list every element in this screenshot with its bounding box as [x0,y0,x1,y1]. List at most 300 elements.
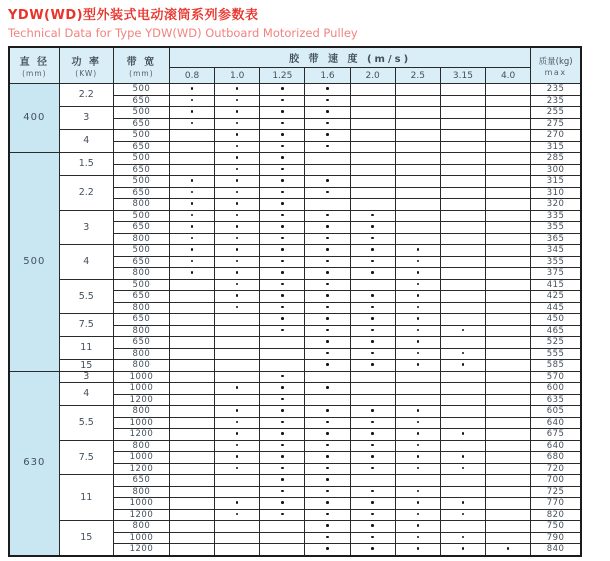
speed-cell-2.5 [395,325,440,337]
diameter-cell: 500 [9,153,59,372]
speed-cell-2.0 [350,176,395,188]
speed-cell-3.15 [440,406,485,418]
availability-dot [417,467,420,470]
speed-cell-0.8 [170,394,215,406]
belt-width-cell: 1200 [113,394,169,406]
table-row [9,383,581,395]
availability-dot [326,513,329,516]
speed-cell-1.25 [260,268,305,280]
speed-cell-1.25 [260,509,305,521]
speed-cell-4.0 [485,302,530,314]
speed-header-1.25: 1.25 [260,68,305,84]
speed-cell-2.5 [395,498,440,510]
speed-cell-0.8 [170,279,215,291]
speed-cell-1.6 [305,279,350,291]
speed-cell-0.8 [170,509,215,521]
availability-dot [281,179,284,182]
col-header-mass [531,47,581,84]
speed-cell-4.0 [485,233,530,245]
availability-dot [281,329,284,332]
speed-cell-1.0 [215,84,260,96]
availability-dot [326,432,329,435]
availability-dot [507,547,510,550]
availability-dot [281,478,284,481]
belt-width-cell: 650 [113,95,169,107]
mass-cell: 820 [531,509,581,521]
availability-dot [236,133,239,136]
speed-cell-0.8 [170,417,215,429]
availability-dot [326,386,329,389]
table-row [9,210,581,222]
page-title: YDW(WD)型外装式电动滚筒系列参数表 [8,8,259,23]
mass-cell: 750 [531,521,581,533]
speed-cell-2.5 [395,337,440,349]
speed-cell-1.0 [215,325,260,337]
speed-cell-3.15 [440,325,485,337]
availability-dot [371,547,374,550]
availability-dot [281,225,284,228]
mass-cell: 635 [531,394,581,406]
speed-cell-2.5 [395,118,440,130]
speed-cell-3.15 [440,107,485,119]
availability-dot [326,260,329,263]
speed-cell-0.8 [170,233,215,245]
speed-cell-1.25 [260,245,305,257]
speed-header-2.0: 2.0 [350,68,395,84]
belt-width-cell: 650 [113,337,169,349]
availability-dot [371,340,374,343]
speed-cell-1.6 [305,475,350,487]
availability-dot [371,490,374,493]
mass-cell: 335 [531,210,581,222]
power-cell: 4 [59,383,113,406]
speed-cell-2.5 [395,279,440,291]
belt-width-cell: 500 [113,107,169,119]
belt-width-cell: 800 [113,521,169,533]
speed-cell-1.25 [260,440,305,452]
belt-width-cell: 500 [113,130,169,142]
speed-cell-2.5 [395,314,440,326]
availability-dot [326,490,329,493]
speed-cell-0.8 [170,532,215,544]
mass-cell: 355 [531,222,581,234]
belt-width-cell: 500 [113,279,169,291]
speed-cell-2.5 [395,141,440,153]
mass-cell: 770 [531,498,581,510]
mass-cell: 365 [531,233,581,245]
speed-cell-0.8 [170,153,215,165]
availability-dot [371,421,374,424]
belt-width-cell: 650 [113,314,169,326]
belt-width-cell: 800 [113,325,169,337]
speed-cell-3.15 [440,394,485,406]
availability-dot [236,306,239,309]
speed-cell-3.15 [440,337,485,349]
speed-cell-4.0 [485,95,530,107]
availability-dot [417,432,420,435]
speed-cell-0.8 [170,245,215,257]
speed-cell-2.5 [395,532,440,544]
speed-cell-2.0 [350,417,395,429]
speed-cell-1.6 [305,233,350,245]
availability-dot [371,294,374,297]
speed-cell-1.0 [215,222,260,234]
speed-cell-1.25 [260,187,305,199]
speed-cell-3.15 [440,371,485,383]
speed-cell-2.5 [395,486,440,498]
speed-cell-3.15 [440,268,485,280]
belt-width-cell: 800 [113,268,169,280]
speed-cell-0.8 [170,348,215,360]
speed-cell-2.0 [350,291,395,303]
speed-cell-0.8 [170,210,215,222]
availability-dot [281,386,284,389]
speed-cell-1.6 [305,314,350,326]
speed-cell-0.8 [170,291,215,303]
speed-cell-2.0 [350,222,395,234]
speed-cell-2.5 [395,222,440,234]
availability-dot [281,87,284,90]
mass-cell: 235 [531,84,581,96]
availability-dot [326,283,329,286]
speed-cell-3.15 [440,532,485,544]
speed-cell-3.15 [440,314,485,326]
speed-cell-3.15 [440,187,485,199]
speed-cell-0.8 [170,452,215,464]
speed-cell-0.8 [170,187,215,199]
speed-cell-1.6 [305,394,350,406]
speed-cell-2.5 [395,394,440,406]
availability-dot [281,294,284,297]
speed-cell-1.0 [215,452,260,464]
speed-cell-1.25 [260,153,305,165]
speed-cell-2.5 [395,291,440,303]
belt-width-cell: 500 [113,176,169,188]
availability-dot [326,145,329,148]
speed-cell-3.15 [440,176,485,188]
mass-cell: 555 [531,348,581,360]
mass-cell: 720 [531,463,581,475]
speed-cell-1.25 [260,95,305,107]
table-row [9,360,581,372]
power-cell: 2.2 [59,84,113,107]
availability-dot [281,283,284,286]
speed-cell-3.15 [440,210,485,222]
speed-cell-1.0 [215,256,260,268]
diameter-label: 直 径 [19,57,50,68]
speed-cell-2.5 [395,153,440,165]
speed-cell-2.0 [350,141,395,153]
speed-cell-0.8 [170,141,215,153]
availability-dot [326,409,329,412]
speed-cell-0.8 [170,383,215,395]
availability-dot [191,225,194,228]
speed-cell-1.25 [260,406,305,418]
availability-dot [281,237,284,240]
speed-cell-2.5 [395,245,440,257]
speed-cell-1.6 [305,463,350,475]
speed-cell-1.25 [260,532,305,544]
mass-cell: 285 [531,153,581,165]
speed-cell-4.0 [485,394,530,406]
availability-dot [326,536,329,539]
speed-cell-2.0 [350,371,395,383]
speed-cell-3.15 [440,348,485,360]
availability-dot [326,214,329,217]
availability-dot [371,363,374,366]
table-row [9,406,581,418]
availability-dot [371,409,374,412]
speed-cell-1.6 [305,187,350,199]
speed-cell-2.0 [350,256,395,268]
speed-cell-1.6 [305,199,350,211]
availability-dot [417,294,420,297]
speed-cell-1.6 [305,360,350,372]
mass-cell: 345 [531,245,581,257]
speed-cell-4.0 [485,245,530,257]
speed-cell-1.25 [260,199,305,211]
mass-cell: 640 [531,440,581,452]
speed-cell-4.0 [485,164,530,176]
availability-dot [236,444,239,447]
speed-cell-2.5 [395,440,440,452]
availability-dot [191,214,194,217]
speed-cell-1.0 [215,199,260,211]
speed-cell-3.15 [440,498,485,510]
availability-dot [417,248,420,251]
power-cell: 5.5 [59,279,113,314]
speed-cell-3.15 [440,440,485,452]
belt-width-cell: 1200 [113,544,169,556]
speed-cell-1.25 [260,118,305,130]
speed-cell-0.8 [170,222,215,234]
speed-header-1.0: 1.0 [215,68,260,84]
availability-dot [281,306,284,309]
mass-cell: 235 [531,95,581,107]
availability-dot [371,237,374,240]
mass-cell: 375 [531,268,581,280]
speed-cell-1.0 [215,268,260,280]
speed-cell-3.15 [440,452,485,464]
availability-dot [281,432,284,435]
availability-dot [281,444,284,447]
speed-cell-1.0 [215,164,260,176]
availability-dot [326,133,329,136]
table-row [9,245,581,257]
availability-dot [236,191,239,194]
speed-cell-1.25 [260,325,305,337]
speed-cell-4.0 [485,371,530,383]
speed-cell-3.15 [440,302,485,314]
speed-cell-4.0 [485,406,530,418]
mass-cell: 570 [531,371,581,383]
availability-dot [281,99,284,102]
speed-cell-1.0 [215,130,260,142]
availability-dot [326,478,329,481]
speed-cell-4.0 [485,268,530,280]
speed-cell-2.5 [395,429,440,441]
speed-cell-1.6 [305,429,350,441]
speed-cell-0.8 [170,371,215,383]
availability-dot [326,363,329,366]
availability-dot [371,524,374,527]
speed-cell-0.8 [170,107,215,119]
speed-cell-2.0 [350,95,395,107]
speed-cell-1.0 [215,429,260,441]
speed-cell-4.0 [485,118,530,130]
speed-cell-3.15 [440,164,485,176]
header-row-top [9,47,581,68]
mass-cell: 300 [531,164,581,176]
availability-dot [371,225,374,228]
availability-dot [326,340,329,343]
speed-cell-1.0 [215,532,260,544]
power-cell: 4 [59,130,113,153]
speed-cell-1.0 [215,245,260,257]
speed-cell-1.0 [215,291,260,303]
speed-cell-3.15 [440,463,485,475]
speed-cell-0.8 [170,314,215,326]
speed-cell-1.25 [260,371,305,383]
availability-dot [417,283,420,286]
speed-cell-3.15 [440,153,485,165]
availability-dot [281,455,284,458]
belt-width-cell: 800 [113,348,169,360]
mass-cell: 315 [531,176,581,188]
belt-width-cell: 650 [113,141,169,153]
availability-dot [191,87,194,90]
speed-cell-2.0 [350,509,395,521]
availability-dot [462,329,465,332]
speed-cell-1.25 [260,176,305,188]
availability-dot [281,409,284,412]
belt-width-label: 带 宽 [126,57,157,68]
speed-cell-2.5 [395,130,440,142]
availability-dot [417,513,420,516]
speed-cell-1.25 [260,360,305,372]
belt-width-cell: 650 [113,256,169,268]
availability-dot [191,122,194,125]
availability-dot [236,202,239,205]
availability-dot [326,191,329,194]
speed-cell-1.6 [305,509,350,521]
speed-cell-2.5 [395,84,440,96]
speed-cell-1.0 [215,118,260,130]
availability-dot [191,271,194,274]
availability-dot [281,513,284,516]
page-subtitle: Technical Data for Type YDW(WD) Outboard Motorized Pulley [8,26,358,40]
speed-cell-1.6 [305,256,350,268]
availability-dot [236,432,239,435]
power-unit: (KW) [75,69,98,78]
speed-cell-1.0 [215,406,260,418]
availability-dot [417,455,420,458]
speed-cell-4.0 [485,187,530,199]
speed-cell-4.0 [485,463,530,475]
speed-cell-0.8 [170,521,215,533]
speed-cell-1.25 [260,417,305,429]
table-row [9,475,581,487]
speed-cell-3.15 [440,544,485,556]
power-cell: 3 [59,107,113,130]
availability-dot [417,547,420,550]
availability-dot [417,444,420,447]
speed-cell-4.0 [485,291,530,303]
speed-cell-1.0 [215,486,260,498]
speed-cell-1.6 [305,521,350,533]
speed-cell-1.25 [260,486,305,498]
availability-dot [417,421,420,424]
col-header-belt-width [113,47,169,84]
speed-cell-1.6 [305,532,350,544]
speed-cell-3.15 [440,383,485,395]
speed-cell-1.6 [305,245,350,257]
speed-cell-3.15 [440,118,485,130]
speed-cell-3.15 [440,475,485,487]
availability-dot [236,271,239,274]
availability-dot [417,524,420,527]
mass-cell: 415 [531,279,581,291]
mass-cell: 680 [531,452,581,464]
speed-cell-1.6 [305,130,350,142]
speed-cell-2.0 [350,118,395,130]
speed-cell-1.6 [305,210,350,222]
belt-width-cell: 650 [113,291,169,303]
speed-cell-2.0 [350,210,395,222]
availability-dot [462,467,465,470]
speed-cell-3.15 [440,130,485,142]
speed-cell-0.8 [170,256,215,268]
speed-cell-2.0 [350,394,395,406]
availability-dot [371,467,374,470]
belt-width-cell: 1200 [113,463,169,475]
speed-cell-2.5 [395,302,440,314]
speed-cell-2.0 [350,429,395,441]
availability-dot [371,501,374,504]
col-header-belt-speed: 胶 带 速 度 (m/s) [170,47,531,68]
speed-cell-3.15 [440,141,485,153]
power-cell: 11 [59,475,113,521]
speed-cell-3.15 [440,521,485,533]
table-row [9,153,581,165]
speed-cell-1.25 [260,452,305,464]
speed-cell-2.5 [395,210,440,222]
speed-cell-1.6 [305,498,350,510]
speed-cell-1.25 [260,279,305,291]
speed-cell-2.0 [350,406,395,418]
availability-dot [236,455,239,458]
table-row [9,279,581,291]
speed-cell-1.25 [260,222,305,234]
speed-cell-1.25 [260,256,305,268]
table-row [9,176,581,188]
availability-dot [326,294,329,297]
belt-width-cell: 1000 [113,532,169,544]
availability-dot [191,179,194,182]
availability-dot [371,329,374,332]
speed-cell-0.8 [170,199,215,211]
availability-dot [236,99,239,102]
speed-cell-3.15 [440,233,485,245]
speed-cell-2.0 [350,279,395,291]
speed-cell-0.8 [170,130,215,142]
availability-dot [236,248,239,251]
speed-cell-3.15 [440,222,485,234]
speed-cell-2.0 [350,383,395,395]
mass-cell: 465 [531,325,581,337]
speed-cell-2.0 [350,233,395,245]
speed-cell-0.8 [170,440,215,452]
